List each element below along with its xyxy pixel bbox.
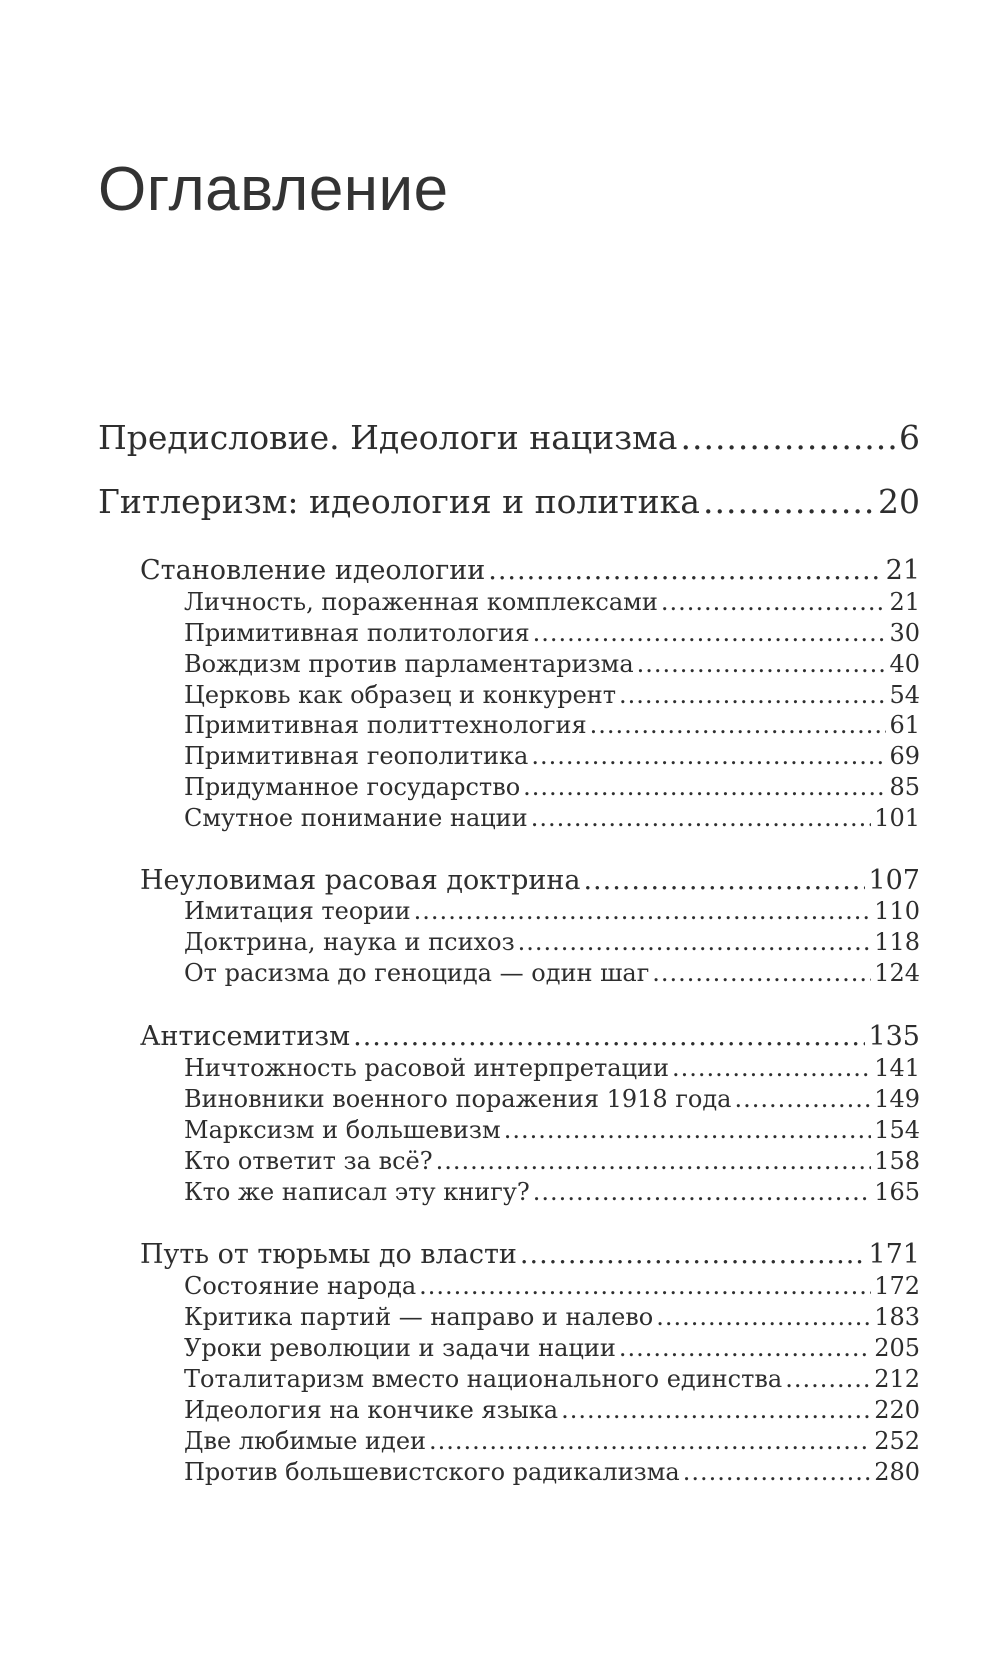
- toc-entry-page: 149: [874, 1085, 920, 1113]
- toc-entry-chapter[interactable]: [140, 1020, 920, 1054]
- toc-entry-section[interactable]: [184, 772, 920, 802]
- toc-entry-title: Тоталитаризм вместо национального единства: [184, 1365, 783, 1393]
- toc-entry-section[interactable]: [184, 1395, 920, 1425]
- toc-leader-dots: [637, 649, 887, 679]
- toc-leader-dots: [414, 896, 872, 926]
- toc-entry-title: Идеология на кончике языка: [184, 1396, 559, 1424]
- toc-entry-section[interactable]: [184, 896, 920, 926]
- toc-entry-section[interactable]: [184, 618, 920, 648]
- toc-entry-section[interactable]: [184, 1146, 920, 1176]
- toc-leader-dots: [656, 1302, 871, 1332]
- toc-entry-page: 101: [874, 804, 920, 832]
- toc-leader-dots: [353, 1020, 865, 1054]
- toc-entry-chapter[interactable]: [140, 1238, 920, 1272]
- toc-leader-dots: [619, 1333, 871, 1363]
- toc-leader-dots: [488, 554, 882, 588]
- toc-entry-title: Примитивная политология: [184, 619, 530, 647]
- toc-leader-dots: [680, 416, 896, 460]
- toc-entry-page: 280: [874, 1458, 920, 1486]
- toc-entry-title: Ничтожность расовой интерпретации: [184, 1054, 670, 1082]
- toc-entry-section[interactable]: [184, 1302, 920, 1332]
- toc-entry-section[interactable]: [184, 741, 920, 771]
- toc-entry-title: Состояние народа: [184, 1272, 417, 1300]
- toc-entry-title: Личность, пораженная комплексами: [184, 588, 658, 616]
- toc-entry-title: Придуманное государство: [184, 773, 521, 801]
- toc-entry-page: 21: [889, 588, 920, 616]
- toc-entry-page: 69: [889, 742, 920, 770]
- toc-entry-page: 6: [899, 418, 920, 457]
- toc-entry-page: 21: [885, 555, 920, 586]
- toc-leader-dots: [518, 927, 872, 957]
- toc-entry-section[interactable]: [184, 649, 920, 679]
- toc-entry-title: Путь от тюрьмы до власти: [140, 1239, 517, 1270]
- toc-leader-dots: [561, 1395, 871, 1425]
- toc-leader-dots: [533, 1177, 871, 1207]
- toc-entry-title: Смутное понимание нации: [184, 804, 528, 832]
- toc-entry-section[interactable]: [184, 1426, 920, 1456]
- toc-entry-title: Две любимые идеи: [184, 1427, 427, 1455]
- toc-entry-section[interactable]: [184, 1115, 920, 1145]
- toc-entry-page: 205: [874, 1334, 920, 1362]
- toc-leader-dots: [734, 1084, 871, 1114]
- toc-entry-section[interactable]: [184, 1053, 920, 1083]
- toc-entry-title: Против большевистского радикализма: [184, 1458, 680, 1486]
- toc-entry-section[interactable]: [184, 1333, 920, 1363]
- toc-leader-dots: [619, 680, 886, 710]
- toc-leader-dots: [703, 480, 875, 524]
- toc-entry-chapter[interactable]: [140, 554, 920, 588]
- toc-leader-dots: [520, 1238, 866, 1272]
- toc-entry-page: 172: [874, 1272, 920, 1300]
- toc-entry-page: 40: [889, 650, 920, 678]
- toc-entry-title: Уроки революции и задачи нации: [184, 1334, 616, 1362]
- toc-entry-page: 107: [868, 865, 920, 896]
- toc-entry-title: Становление идеологии: [140, 555, 486, 586]
- toc-entry-page: 141: [874, 1054, 920, 1082]
- toc-entry-section[interactable]: [184, 1457, 920, 1487]
- toc-entry-title: Имитация теории: [184, 897, 411, 925]
- toc-entry-title: Гитлеризм: идеология и политика: [98, 482, 700, 521]
- toc-leader-dots: [504, 1115, 872, 1145]
- toc-entry-page: 20: [878, 482, 920, 521]
- toc-entry-title: От расизма до геноцида — один шаг: [184, 959, 650, 987]
- toc-entry-page: 154: [874, 1116, 920, 1144]
- toc-entry-page: 171: [868, 1239, 920, 1270]
- toc-entry-section[interactable]: [184, 1084, 920, 1114]
- toc-leader-dots: [652, 958, 871, 988]
- toc-leader-dots: [533, 618, 887, 648]
- toc-entry-page: 183: [874, 1303, 920, 1331]
- toc-entry-title: Критика партий — направо и налево: [184, 1303, 654, 1331]
- toc-entry-section[interactable]: [184, 1271, 920, 1301]
- toc-entry-page: 54: [889, 681, 920, 709]
- toc-entry-section[interactable]: [184, 710, 920, 740]
- toc-leader-dots: [419, 1271, 871, 1301]
- toc-entry-page: 158: [874, 1147, 920, 1175]
- toc-entry-title: Церковь как образец и конкурент: [184, 681, 617, 709]
- toc-leader-dots: [661, 587, 887, 617]
- toc-entry-title: Марксизм и большевизм: [184, 1116, 501, 1144]
- toc-entry-title: Неуловимая расовая доктрина: [140, 865, 581, 896]
- toc-entry-page: 212: [874, 1365, 920, 1393]
- toc-entry-title: Примитивная политтехнология: [184, 711, 587, 739]
- toc-leader-dots: [531, 741, 886, 771]
- toc-entry-page: 135: [868, 1021, 920, 1052]
- toc-leader-dots: [523, 772, 886, 802]
- toc-entry-page: 220: [874, 1396, 920, 1424]
- toc-entry-preface[interactable]: [98, 416, 920, 460]
- toc-entry-title: Кто же написал эту книгу?: [184, 1178, 530, 1206]
- toc-entry-page: 110: [874, 897, 920, 925]
- toc-entry-part[interactable]: [98, 480, 920, 524]
- toc-entry-page: 165: [874, 1178, 920, 1206]
- toc-entry-title: Виновники военного поражения 1918 года: [184, 1085, 732, 1113]
- toc-entry-title: Кто ответит за всё?: [184, 1147, 433, 1175]
- toc-leader-dots: [672, 1053, 871, 1083]
- toc-entry-title: Доктрина, наука и психоз: [184, 928, 515, 956]
- toc-entry-page: 118: [874, 928, 920, 956]
- toc-leader-dots: [429, 1426, 871, 1456]
- toc-leader-dots: [785, 1364, 871, 1394]
- toc-entry-section[interactable]: [184, 958, 920, 988]
- toc-entry-chapter[interactable]: [140, 864, 920, 898]
- toc-entry-title: Примитивная геополитика: [184, 742, 529, 770]
- toc-entry-section[interactable]: [184, 680, 920, 710]
- toc-entry-page: 124: [874, 959, 920, 987]
- toc-leader-dots: [436, 1146, 872, 1176]
- toc-entry-page: 252: [874, 1427, 920, 1455]
- toc-entry-page: 61: [889, 711, 920, 739]
- toc-entry-section[interactable]: [184, 803, 920, 833]
- toc-entry-title: Предисловие. Идеологи нацизма: [98, 418, 678, 457]
- toc-entry-title: Вождизм против парламентаризма: [184, 650, 634, 678]
- toc-entry-page: 85: [889, 773, 920, 801]
- toc-entry-section[interactable]: [184, 1364, 920, 1394]
- toc-leader-dots: [590, 710, 887, 740]
- toc-leader-dots: [683, 1457, 871, 1487]
- toc-entry-section[interactable]: [184, 927, 920, 957]
- toc-leader-dots: [531, 803, 872, 833]
- toc-entry-section[interactable]: [184, 1177, 920, 1207]
- toc-entry-title: Антисемитизм: [140, 1021, 351, 1052]
- toc-entry-page: 30: [889, 619, 920, 647]
- toc-leader-dots: [583, 864, 865, 898]
- page-title: Оглавление: [98, 155, 449, 224]
- toc-entry-section[interactable]: [184, 587, 920, 617]
